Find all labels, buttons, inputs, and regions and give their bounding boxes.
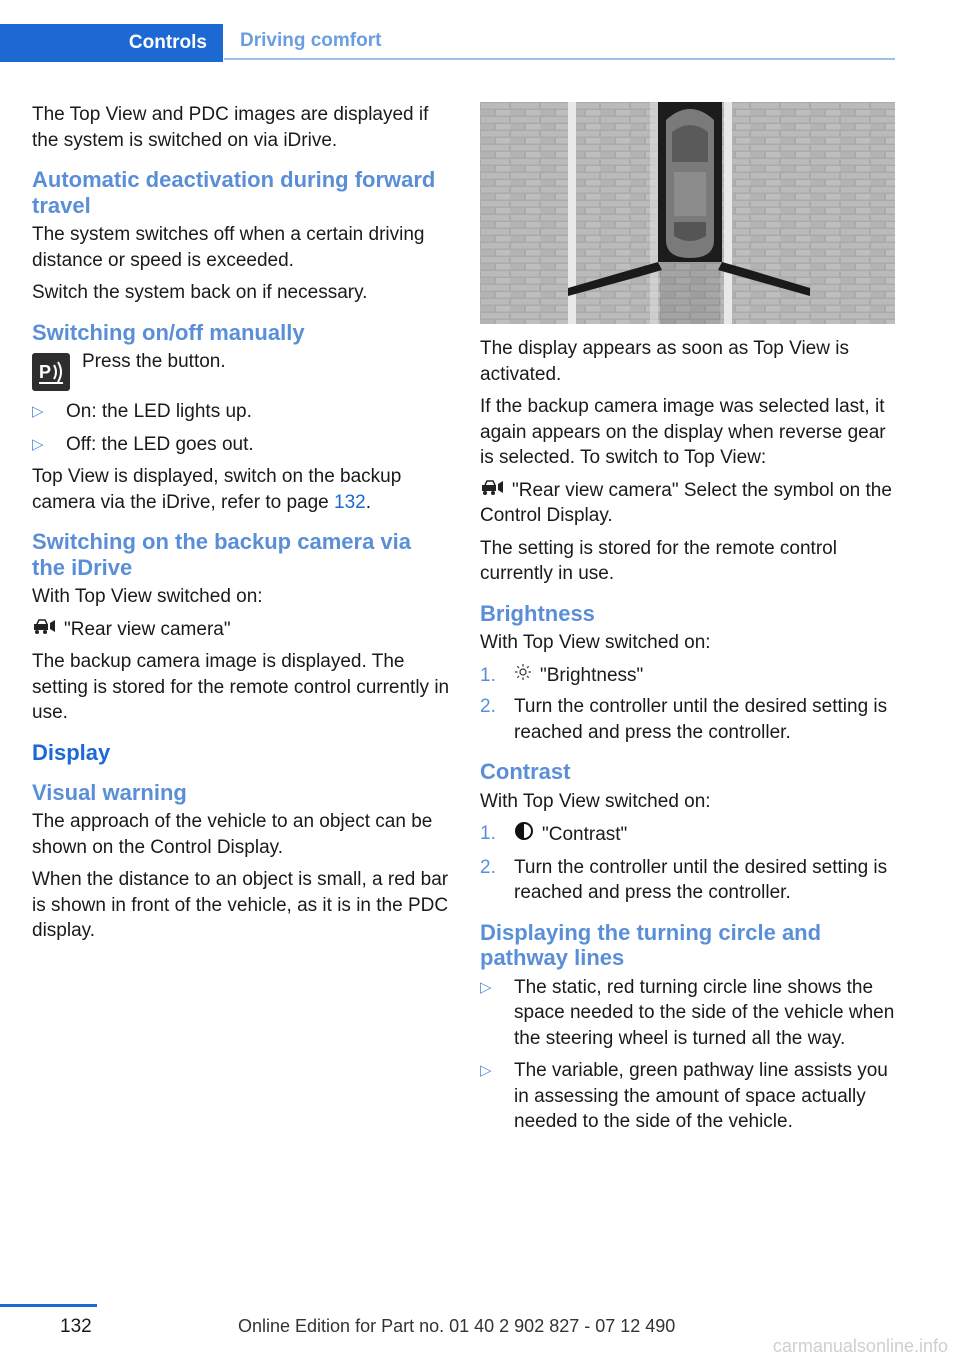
- heading-contrast: Contrast: [480, 759, 571, 785]
- brightness-steps: [480, 663, 898, 746]
- list-item: [480, 975, 898, 1052]
- svg-text:P: P: [39, 362, 52, 382]
- step-text: "Brightness": [540, 664, 644, 686]
- page-link[interactable]: 132: [334, 491, 366, 513]
- backup-item: [32, 617, 450, 643]
- visual-text-1: The approach of the vehicle to an object can be shown on the Control Display.: [32, 811, 433, 858]
- display-appears-text: The display appears as soon as Top View is activated.: [480, 338, 849, 385]
- bullet-text: The variable, green pathway line assists you in assessing the amount of space actually needed to the side of the vehicle.: [514, 1060, 888, 1133]
- backup-item-text: "Rear view camera": [64, 618, 231, 640]
- step-text: "Contrast": [542, 824, 628, 846]
- topview-text-body: Top View is displayed, switch on the backup camera via the iDrive, refer to page: [32, 466, 402, 513]
- list-item: [480, 694, 898, 745]
- rear-view-camera-icon: [32, 617, 56, 643]
- contrast-intro: With Top View switched on:: [480, 790, 711, 812]
- page-number: 132: [60, 1316, 92, 1337]
- press-button-row: [32, 349, 450, 391]
- led-list: [32, 399, 450, 457]
- list-item: [480, 663, 898, 689]
- heading-brightness: Brightness: [480, 600, 595, 626]
- heading-switching-manual: Switching on/off manually: [32, 319, 305, 345]
- triangle-bullet-icon: ▷: [32, 403, 44, 420]
- triangle-bullet-icon: ▷: [480, 1062, 492, 1080]
- left-column: [32, 102, 450, 951]
- step-text: Turn the controller until the desired setting is reached and press the controller.: [514, 696, 888, 743]
- heading-visual-warning: Visual warning: [32, 779, 187, 805]
- heading-turning-circle: Displaying the turning circle and pathway lines: [480, 919, 822, 971]
- list-item: [480, 821, 898, 849]
- list-item: [32, 432, 450, 458]
- list-item: [32, 399, 450, 425]
- edition-text: Online Edition for Part no. 01 40 2 902 827 - 07 12 490: [238, 1316, 676, 1336]
- watermark: carmanualsonline.info: [772, 1336, 948, 1356]
- topview-text-end: .: [365, 491, 372, 513]
- section-tab-driving-comfort[interactable]: Driving comfort: [224, 24, 895, 60]
- visual-text-2: When the distance to an object is small, a red bar is shown in front of the vehicle, as it is in the PDC display.: [32, 869, 449, 942]
- press-button-text: Press the button.: [82, 351, 226, 372]
- brightness-intro: With Top View switched on:: [480, 632, 711, 654]
- right-column: [480, 102, 898, 1142]
- section-tab-controls[interactable]: Controls: [0, 24, 223, 62]
- topview-text: [32, 464, 450, 515]
- footer-divider: [0, 1304, 97, 1307]
- step-number: 1.: [480, 664, 496, 686]
- auto-text-1: The system switches off when a certain driving distance or speed is exceeded.: [32, 224, 425, 271]
- list-item: [480, 1058, 898, 1135]
- step-number: 2.: [480, 696, 496, 718]
- heading-display: Display: [32, 739, 111, 765]
- heading-automatic-deactivation: Automatic deactivation during forward travel: [32, 167, 436, 218]
- top-view-image: [480, 102, 895, 324]
- contrast-icon: [514, 821, 534, 849]
- rear-view-select-text: [480, 478, 898, 529]
- rear-view-select-body: "Rear view camera" Select the symbol on the Control Display.: [480, 479, 892, 527]
- auto-text-2: Switch the system back on if necessary.: [32, 282, 368, 303]
- heading-backup-camera: Switching on the backup camera via the iDrive: [32, 529, 411, 580]
- triangle-bullet-icon: ▷: [32, 435, 44, 453]
- step-number: 1.: [480, 823, 496, 845]
- pdc-button-icon: [32, 353, 70, 391]
- triangle-bullet-icon: ▷: [480, 978, 492, 996]
- step-text: Turn the controller until the desired setting is reached and press the controller.: [514, 856, 888, 904]
- backup-last-text: If the backup camera image was selected last, it again appears on the display when reverse gear is selected. To switch to Top View:: [480, 396, 886, 468]
- page-header: [0, 24, 895, 62]
- backup-intro: With Top View switched on:: [32, 586, 263, 607]
- rear-view-camera-icon: [480, 478, 504, 504]
- contrast-steps: [480, 821, 898, 906]
- brightness-icon: [514, 663, 532, 689]
- step-number: 2.: [480, 856, 496, 878]
- intro-text: The Top View and PDC images are displayed if the system is switched on via iDrive.: [32, 104, 429, 151]
- setting-stored-text: The setting is stored for the remote control currently in use.: [480, 537, 837, 585]
- backup-text-2: The backup camera image is displayed. The setting is stored for the remote control currently in use.: [32, 651, 450, 724]
- turning-list: [480, 975, 898, 1135]
- bullet-text: The static, red turning circle line shows the space needed to the side of the vehicle when the steering wheel is turned all the way.: [514, 976, 895, 1049]
- list-item: [480, 855, 898, 906]
- bullet-text: On: the LED lights up.: [66, 401, 252, 422]
- bullet-text: Off: the LED goes out.: [66, 433, 254, 455]
